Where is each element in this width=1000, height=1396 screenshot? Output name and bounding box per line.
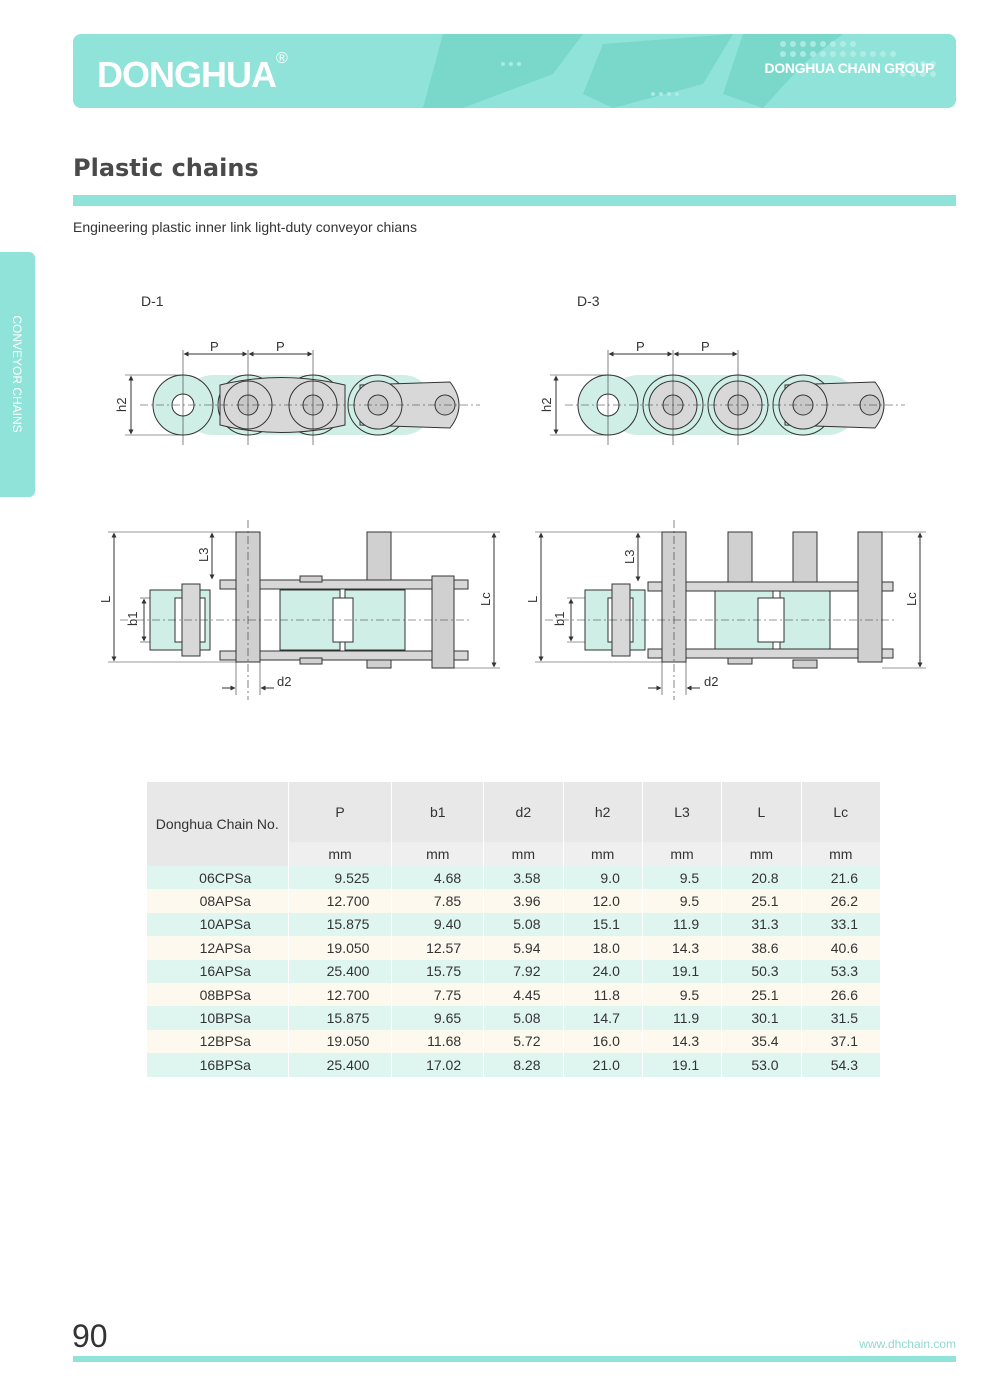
table-row bbox=[147, 889, 881, 912]
diagram-label-d1: D-1 bbox=[141, 293, 164, 309]
chain-model-cell: 16APSa bbox=[147, 960, 288, 983]
chain-model-cell: 12BPSa bbox=[147, 1030, 288, 1053]
table-row bbox=[147, 936, 881, 959]
value-cell: 19.1 bbox=[642, 960, 721, 983]
d1-side-view bbox=[125, 350, 480, 445]
value-cell: 24.0 bbox=[563, 960, 642, 983]
chain-model-cell: 08BPSa bbox=[147, 983, 288, 1006]
value-cell: 15.75 bbox=[392, 960, 484, 983]
d1-dim-p1: P bbox=[210, 339, 219, 354]
d3-side-view bbox=[550, 350, 905, 445]
value-cell: 9.525 bbox=[288, 866, 392, 889]
value-cell: 25.1 bbox=[722, 889, 801, 912]
value-cell: 16.0 bbox=[563, 1030, 642, 1053]
column-header: P bbox=[288, 782, 392, 842]
value-cell: 3.58 bbox=[484, 866, 563, 889]
column-header: L bbox=[722, 782, 801, 842]
value-cell: 14.3 bbox=[642, 936, 721, 959]
value-cell: 5.08 bbox=[484, 913, 563, 936]
value-cell: 9.65 bbox=[392, 1006, 484, 1029]
value-cell: 15.875 bbox=[288, 913, 392, 936]
d3-dim-p1: P bbox=[636, 339, 645, 354]
chain-model-cell: 10BPSa bbox=[147, 1006, 288, 1029]
d1-dim-l3: L3 bbox=[196, 547, 211, 562]
page-title: Plastic chains bbox=[73, 154, 259, 182]
value-cell: 31.5 bbox=[801, 1006, 880, 1029]
value-cell: 50.3 bbox=[722, 960, 801, 983]
chain-model-cell: 06CPSa bbox=[147, 866, 288, 889]
table-header-row bbox=[147, 782, 881, 842]
side-tab-label: CONVEYOR CHAINS bbox=[10, 315, 24, 433]
value-cell: 31.3 bbox=[722, 913, 801, 936]
value-cell: 4.68 bbox=[392, 866, 484, 889]
value-cell: 19.050 bbox=[288, 1030, 392, 1053]
value-cell: 7.75 bbox=[392, 983, 484, 1006]
column-header: b1 bbox=[392, 782, 484, 842]
table-row bbox=[147, 913, 881, 936]
table-row bbox=[147, 1053, 881, 1076]
value-cell: 21.6 bbox=[801, 866, 880, 889]
value-cell: 5.08 bbox=[484, 1006, 563, 1029]
unit-header: mm bbox=[484, 842, 563, 866]
d3-dim-l3: L3 bbox=[622, 549, 637, 564]
unit-header: mm bbox=[642, 842, 721, 866]
value-cell: 54.3 bbox=[801, 1053, 880, 1076]
value-cell: 15.1 bbox=[563, 913, 642, 936]
page-number: 90 bbox=[72, 1318, 108, 1354]
unit-header: mm bbox=[392, 842, 484, 866]
d3-dim-p2: P bbox=[701, 339, 710, 354]
value-cell: 5.72 bbox=[484, 1030, 563, 1053]
unit-header: mm bbox=[722, 842, 801, 866]
d1-dim-d2: d2 bbox=[277, 674, 292, 689]
value-cell: 26.6 bbox=[801, 983, 880, 1006]
d1-dim-p2: P bbox=[276, 339, 285, 354]
value-cell: 11.9 bbox=[642, 913, 721, 936]
value-cell: 12.700 bbox=[288, 983, 392, 1006]
footer-divider bbox=[73, 1356, 956, 1362]
d1-top-view bbox=[108, 520, 500, 700]
page-subtitle: Engineering plastic inner link light-duty conveyor chians bbox=[73, 219, 417, 235]
value-cell: 25.400 bbox=[288, 960, 392, 983]
value-cell: 37.1 bbox=[801, 1030, 880, 1053]
d3-dim-b1: b1 bbox=[552, 611, 567, 626]
value-cell: 4.45 bbox=[484, 983, 563, 1006]
d1-dim-l: L bbox=[98, 595, 113, 603]
value-cell: 7.85 bbox=[392, 889, 484, 912]
brand-logo: DONGHUA® bbox=[97, 50, 287, 95]
value-cell: 9.40 bbox=[392, 913, 484, 936]
table-row bbox=[147, 983, 881, 1006]
column-header: Lc bbox=[801, 782, 880, 842]
table-row bbox=[147, 960, 881, 983]
group-name: DONGHUA CHAIN GROUP bbox=[764, 60, 934, 76]
unit-header: mm bbox=[288, 842, 392, 866]
value-cell: 26.2 bbox=[801, 889, 880, 912]
chain-model-cell: 08APSa bbox=[147, 889, 288, 912]
d1-dim-lc: Lc bbox=[478, 592, 493, 606]
spec-table bbox=[147, 782, 881, 1077]
value-cell: 25.1 bbox=[722, 983, 801, 1006]
value-cell: 19.1 bbox=[642, 1053, 721, 1076]
value-cell: 14.3 bbox=[642, 1030, 721, 1053]
value-cell: 9.0 bbox=[563, 866, 642, 889]
d3-dim-d2: d2 bbox=[704, 674, 719, 689]
value-cell: 19.050 bbox=[288, 936, 392, 959]
d3-dim-l: L bbox=[525, 595, 540, 603]
table-row bbox=[147, 1030, 881, 1053]
value-cell: 9.5 bbox=[642, 889, 721, 912]
column-header: h2 bbox=[563, 782, 642, 842]
table-row bbox=[147, 866, 881, 889]
chain-model-cell: 12APSa bbox=[147, 936, 288, 959]
value-cell: 17.02 bbox=[392, 1053, 484, 1076]
chain-model-cell: 16BPSa bbox=[147, 1053, 288, 1076]
value-cell: 3.96 bbox=[484, 889, 563, 912]
value-cell: 18.0 bbox=[563, 936, 642, 959]
value-cell: 38.6 bbox=[722, 936, 801, 959]
value-cell: 11.8 bbox=[563, 983, 642, 1006]
website-link[interactable]: www.dhchain.com bbox=[859, 1337, 956, 1351]
unit-header: mm bbox=[801, 842, 880, 866]
value-cell: 9.5 bbox=[642, 983, 721, 1006]
d3-dim-lc: Lc bbox=[904, 592, 919, 606]
value-cell: 40.6 bbox=[801, 936, 880, 959]
value-cell: 11.9 bbox=[642, 1006, 721, 1029]
value-cell: 12.57 bbox=[392, 936, 484, 959]
value-cell: 20.8 bbox=[722, 866, 801, 889]
value-cell: 25.400 bbox=[288, 1053, 392, 1076]
value-cell: 12.0 bbox=[563, 889, 642, 912]
value-cell: 9.5 bbox=[642, 866, 721, 889]
value-cell: 12.700 bbox=[288, 889, 392, 912]
d1-dim-b1: b1 bbox=[125, 611, 140, 626]
table-row bbox=[147, 1006, 881, 1029]
value-cell: 11.68 bbox=[392, 1030, 484, 1053]
column-header: L3 bbox=[642, 782, 721, 842]
diagram-label-d3: D-3 bbox=[577, 293, 600, 309]
d3-top-view bbox=[535, 520, 926, 700]
model-column-header: Donghua Chain No. bbox=[147, 782, 288, 866]
value-cell: 14.7 bbox=[563, 1006, 642, 1029]
value-cell: 53.3 bbox=[801, 960, 880, 983]
value-cell: 8.28 bbox=[484, 1053, 563, 1076]
value-cell: 15.875 bbox=[288, 1006, 392, 1029]
value-cell: 5.94 bbox=[484, 936, 563, 959]
value-cell: 30.1 bbox=[722, 1006, 801, 1029]
value-cell: 21.0 bbox=[563, 1053, 642, 1076]
unit-header: mm bbox=[563, 842, 642, 866]
value-cell: 53.0 bbox=[722, 1053, 801, 1076]
chain-model-cell: 10APSa bbox=[147, 913, 288, 936]
value-cell: 7.92 bbox=[484, 960, 563, 983]
value-cell: 35.4 bbox=[722, 1030, 801, 1053]
d1-dim-h2: h2 bbox=[114, 397, 129, 412]
value-cell: 33.1 bbox=[801, 913, 880, 936]
d3-dim-h2: h2 bbox=[539, 397, 554, 412]
column-header: d2 bbox=[484, 782, 563, 842]
